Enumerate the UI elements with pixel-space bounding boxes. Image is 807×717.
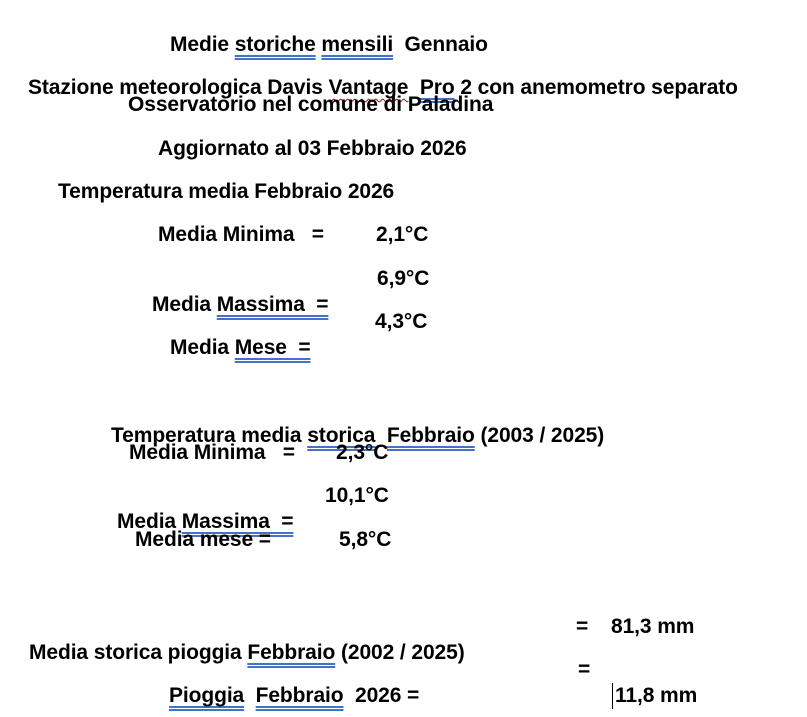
historic-min-label: Media Minima =	[129, 441, 295, 464]
station-text-end: 2 con anemometro separato	[454, 76, 738, 99]
historic-years: (2003 / 2025)	[474, 424, 605, 447]
title-word-storiche: storiche	[234, 33, 316, 56]
current-heading: Temperatura media Febbraio 2026	[58, 180, 395, 203]
title-word-mensili: mensili	[321, 33, 394, 56]
historic-word-storica: storica	[307, 424, 376, 447]
rain-current-space	[244, 684, 255, 707]
current-month-value: 4,3°C	[375, 310, 428, 333]
current-max-value: 6,9°C	[377, 267, 430, 290]
historic-max-word: Massima =	[181, 510, 294, 533]
current-min-label: Media Minima =	[158, 223, 324, 246]
text-cursor	[612, 683, 613, 709]
rain-current-equals: =	[578, 658, 591, 681]
rain-current-value: 11,8 mm	[615, 684, 698, 707]
station-word-pro: Pro	[419, 76, 455, 99]
historic-month-value: 5,8°C	[339, 528, 392, 551]
station-text: Stazione meteorologica Davis	[28, 76, 329, 99]
historic-max-value: 10,1°C	[325, 484, 389, 507]
current-month-prefix: Media	[170, 336, 235, 359]
current-month-word: Mese =	[234, 336, 311, 359]
rain-current-year: 2026 =	[343, 684, 420, 707]
historic-max-prefix: Media	[117, 510, 182, 533]
rain-current-word-febbraio: Febbraio	[255, 684, 344, 707]
rain-historic-equals: =	[576, 615, 589, 638]
historic-heading-text: Temperatura media	[111, 424, 308, 447]
current-month-label	[170, 309, 311, 361]
rain-historic-years: (2002 / 2025)	[335, 641, 465, 664]
station-word-vantage: Vantage	[328, 76, 409, 99]
rain-historic-value: 81,3 mm	[611, 615, 695, 638]
rain-historic-text: Media storica pioggia	[29, 641, 248, 664]
current-max-word: Massima =	[216, 293, 329, 316]
current-min-value: 2,1°C	[376, 223, 429, 246]
current-max-prefix: Media	[152, 293, 217, 316]
title-month: Gennaio	[393, 33, 488, 56]
historic-month-label: Media mese =	[135, 528, 271, 551]
rain-historic-word-febbraio: Febbraio	[247, 641, 336, 664]
historic-word-febbraio: Febbraio	[386, 424, 475, 447]
historic-min-value: 2,3°C	[336, 441, 389, 464]
title-text: Medie	[170, 33, 235, 56]
observatory-line: Osservatorio nel comune di Paladina	[128, 93, 494, 116]
rain-current-label	[169, 657, 419, 709]
rain-current-word-pioggia: Pioggia	[169, 684, 245, 707]
rain-current-value-wrap[interactable]	[612, 657, 697, 709]
updated-line: Aggiornato al 03 Febbraio 2026	[158, 137, 467, 160]
